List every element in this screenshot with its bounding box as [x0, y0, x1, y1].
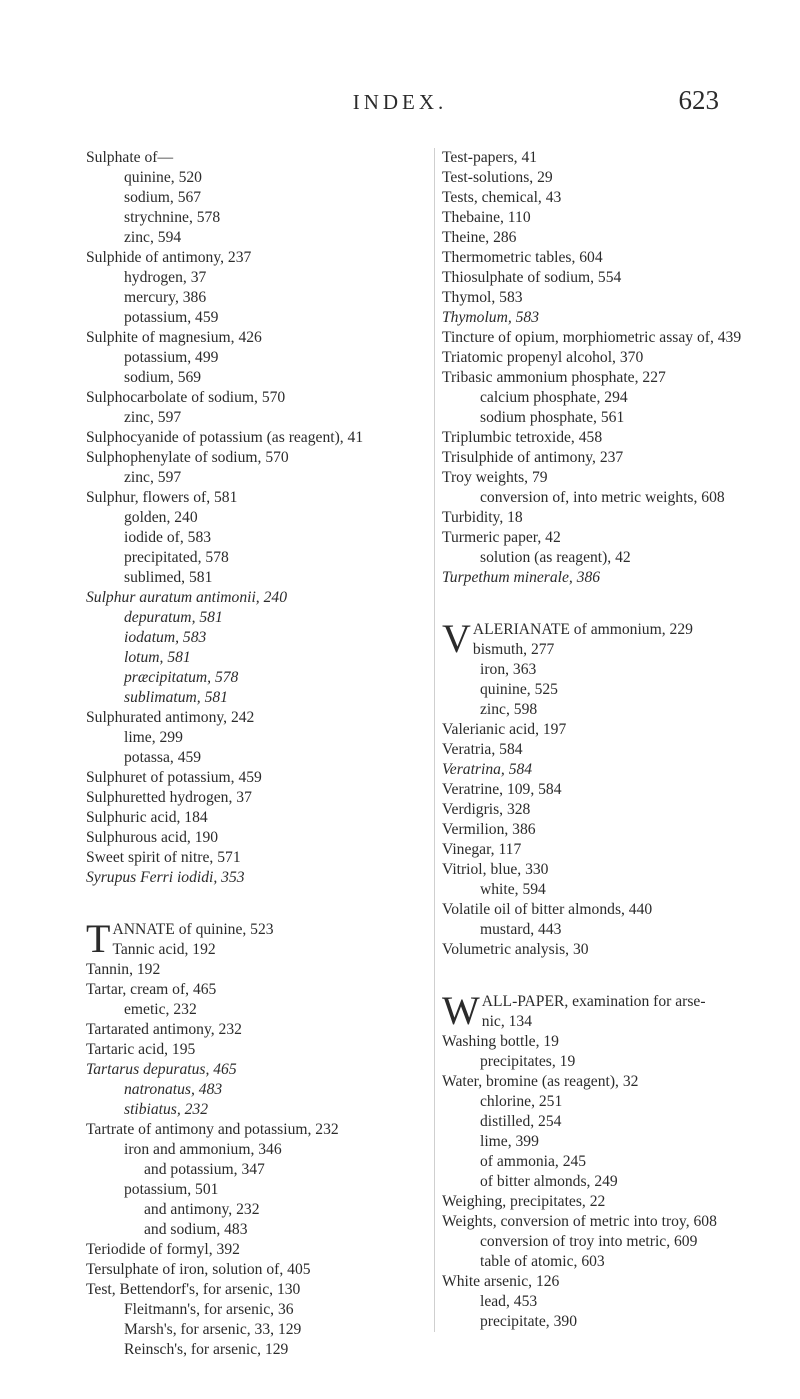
section-heading-w [442, 988, 742, 1033]
index-entry: Tartarus depuratus, 465 [86, 1061, 237, 1078]
index-entry: Vermilion, 386 [442, 821, 536, 838]
index-subentry: Fleitmann's, for arsenic, 36 [124, 1301, 294, 1318]
index-subentry: precipitated, 578 [124, 549, 229, 566]
index-subentry: stibiatus, 232 [124, 1101, 209, 1118]
index-subentry: præcipitatum, 578 [124, 669, 239, 686]
index-entry: Tannin, 192 [86, 961, 161, 978]
index-entry: Sulphuric acid, 184 [86, 809, 208, 826]
index-subentry: mustard, 443 [480, 921, 562, 938]
index-subentry: zinc, 598 [480, 701, 538, 718]
index-subentry: distilled, 254 [480, 1113, 562, 1130]
index-entry: Veratrine, 109, 584 [442, 781, 562, 798]
running-title: INDEX. [352, 90, 448, 114]
index-entry: Veratrina, 584 [442, 761, 533, 778]
entry-text: ALERIANATE of ammonium, 229 [472, 621, 693, 638]
index-subentry: lime, 299 [124, 729, 183, 746]
index-entry: Tests, chemical, 43 [442, 189, 562, 206]
index-subentry: iodatum, 583 [124, 629, 207, 646]
index-entry: Tartarated antimony, 232 [86, 1021, 242, 1038]
index-entry: Vitriol, blue, 330 [442, 861, 549, 878]
index-subentry: solution (as reagent), 42 [480, 549, 631, 566]
drop-cap: T [86, 916, 111, 961]
index-entry: Sulphur auratum antimonii, 240 [86, 589, 287, 606]
index-entry: Weights, conversion of metric into troy, 608 [442, 1213, 717, 1230]
index-subentry: potassium, 459 [124, 309, 219, 326]
index-subentry: sodium, 567 [124, 189, 202, 206]
index-subentry: golden, 240 [124, 509, 198, 526]
entry-text: ALL-PAPER, examination for arse- [481, 993, 706, 1010]
index-subentry: hydrogen, 37 [124, 269, 207, 286]
index-entry: Verdigris, 328 [442, 801, 531, 818]
index-entry: Tartaric acid, 195 [86, 1041, 196, 1058]
entry-text-continued: nic, 134 [481, 1013, 533, 1030]
index-subentry: and sodium, 483 [144, 1221, 248, 1238]
index-entry: Trisulphide of antimony, 237 [442, 449, 624, 466]
index-entry: Turbidity, 18 [442, 509, 523, 526]
index-entry: Valerianic acid, 197 [442, 721, 567, 738]
index-subentry: sodium phosphate, 561 [480, 409, 625, 426]
index-entry: Tribasic ammonium phosphate, 227 [442, 369, 666, 386]
section-gap [442, 588, 742, 620]
index-entry: Weighing, precipitates, 22 [442, 1193, 606, 1210]
index-entry: Veratria, 584 [442, 741, 523, 758]
index-entry: White arsenic, 126 [442, 1273, 560, 1290]
index-subentry: zinc, 597 [124, 469, 182, 486]
index-entry: Sulphurated antimony, 242 [86, 709, 255, 726]
index-entry: Volatile oil of bitter almonds, 440 [442, 901, 653, 918]
index-subentry: white, 594 [480, 881, 546, 898]
section-gap [442, 960, 742, 992]
index-entry: Sulphide of antimony, 237 [86, 249, 252, 266]
index-subentry: lime, 399 [480, 1133, 539, 1150]
index-subentry: iodide of, 583 [124, 529, 212, 546]
index-subentry: conversion of, into metric weights, 608 [480, 489, 725, 506]
index-subentry: sodium, 569 [124, 369, 202, 386]
entry-text-continued: Tannic acid, 192 [112, 941, 216, 958]
index-entry: Sulphocyanide of potassium (as reagent), 41 [86, 429, 364, 446]
index-subentry: table of atomic, 603 [480, 1253, 605, 1270]
index-entry: Test-papers, 41 [442, 149, 538, 166]
index-subentry: potassa, 459 [124, 749, 202, 766]
section-heading-t [86, 916, 416, 961]
index-subentry: and potassium, 347 [144, 1161, 265, 1178]
index-entry: Tartar, cream of, 465 [86, 981, 217, 998]
index-entry: Teriodide of formyl, 392 [86, 1241, 240, 1258]
index-entry: Thymol, 583 [442, 289, 523, 306]
drop-cap: W [442, 988, 480, 1033]
index-subentry: precipitate, 390 [480, 1313, 577, 1330]
index-column-right [434, 148, 742, 1332]
drop-cap: V [442, 616, 471, 661]
index-entry: Vinegar, 117 [442, 841, 522, 858]
index-subentry: strychnine, 578 [124, 209, 221, 226]
index-entry: Thebaine, 110 [442, 209, 531, 226]
index-entry: Tartrate of antimony and potassium, 232 [86, 1121, 339, 1138]
entry-text: ANNATE of quinine, 523 [112, 921, 274, 938]
index-entry: Thermometric tables, 604 [442, 249, 603, 266]
index-entry: Sulphurous acid, 190 [86, 829, 219, 846]
index-subentry: potassium, 499 [124, 349, 219, 366]
index-subentry: conversion of troy into metric, 609 [480, 1233, 698, 1250]
index-subentry: quinine, 525 [480, 681, 558, 698]
index-entry: Sweet spirit of nitre, 571 [86, 849, 241, 866]
index-subentry: Marsh's, for arsenic, 33, 129 [124, 1321, 302, 1338]
index-subentry: emetic, 232 [124, 1001, 197, 1018]
index-entry: Sulphuretted hydrogen, 37 [86, 789, 252, 806]
index-entry: Thymolum, 583 [442, 309, 540, 326]
index-subentry: quinine, 520 [124, 169, 202, 186]
index-entry: Triplumbic tetroxide, 458 [442, 429, 603, 446]
index-entry: Turpethum minerale, 386 [442, 569, 601, 586]
index-entry: Theine, 286 [442, 229, 517, 246]
index-subentry: zinc, 594 [124, 229, 182, 246]
index-entry: Thiosulphate of sodium, 554 [442, 269, 622, 286]
index-subentry: potassium, 501 [124, 1181, 219, 1198]
index-entry: Sulphocarbolate of sodium, 570 [86, 389, 286, 406]
index-entry: Turmeric paper, 42 [442, 529, 561, 546]
index-subentry: iron, 363 [480, 661, 537, 678]
index-subentry: sublimed, 581 [124, 569, 213, 586]
index-entry: Sulphuret of potassium, 459 [86, 769, 262, 786]
index-entry: Sulphur, flowers of, 581 [86, 489, 238, 506]
index-entry: Test, Bettendorf's, for arsenic, 130 [86, 1281, 301, 1298]
index-entry: Volumetric analysis, 30 [442, 941, 589, 958]
index-subentry: mercury, 386 [124, 289, 207, 306]
index-entry: Troy weights, 79 [442, 469, 548, 486]
index-entry: Washing bottle, 19 [442, 1033, 559, 1050]
index-entry: Tersulphate of iron, solution of, 405 [86, 1261, 311, 1278]
index-subentry: lotum, 581 [124, 649, 191, 666]
section-gap [86, 888, 416, 920]
index-subentry: chlorine, 251 [480, 1093, 563, 1110]
index-entry: Sulphate of— [86, 149, 174, 166]
index-subentry: sublimatum, 581 [124, 689, 228, 706]
index-subentry: lead, 453 [480, 1293, 538, 1310]
index-entry: Sulphophenylate of sodium, 570 [86, 449, 289, 466]
index-subentry: iron and ammonium, 346 [124, 1141, 282, 1158]
index-subentry: of bitter almonds, 249 [480, 1173, 618, 1190]
index-subentry: natronatus, 483 [124, 1081, 223, 1098]
index-entry: Triatomic propenyl alcohol, 370 [442, 349, 644, 366]
index-subentry: Reinsch's, for arsenic, 129 [124, 1341, 289, 1358]
index-entry: Test-solutions, 29 [442, 169, 553, 186]
index-entry: Sulphite of magnesium, 426 [86, 329, 262, 346]
index-subentry: calcium phosphate, 294 [480, 389, 628, 406]
index-entry: Water, bromine (as reagent), 32 [442, 1073, 639, 1090]
index-subentry: zinc, 597 [124, 409, 182, 426]
page-header [0, 85, 800, 130]
index-column-left [86, 148, 416, 1360]
index-entry: Tincture of opium, morphiometric assay of, 439 [442, 329, 742, 346]
index-subentry: and antimony, 232 [144, 1201, 260, 1218]
section-heading-v [442, 616, 742, 661]
page-number: 623 [678, 85, 719, 115]
index-entry: Syrupus Ferri iodidi, 353 [86, 869, 245, 886]
entry-text-continued: bismuth, 277 [472, 641, 555, 658]
index-subentry: of ammonia, 245 [480, 1153, 587, 1170]
index-subentry: depuratum, 581 [124, 609, 223, 626]
index-subentry: precipitates, 19 [480, 1053, 576, 1070]
